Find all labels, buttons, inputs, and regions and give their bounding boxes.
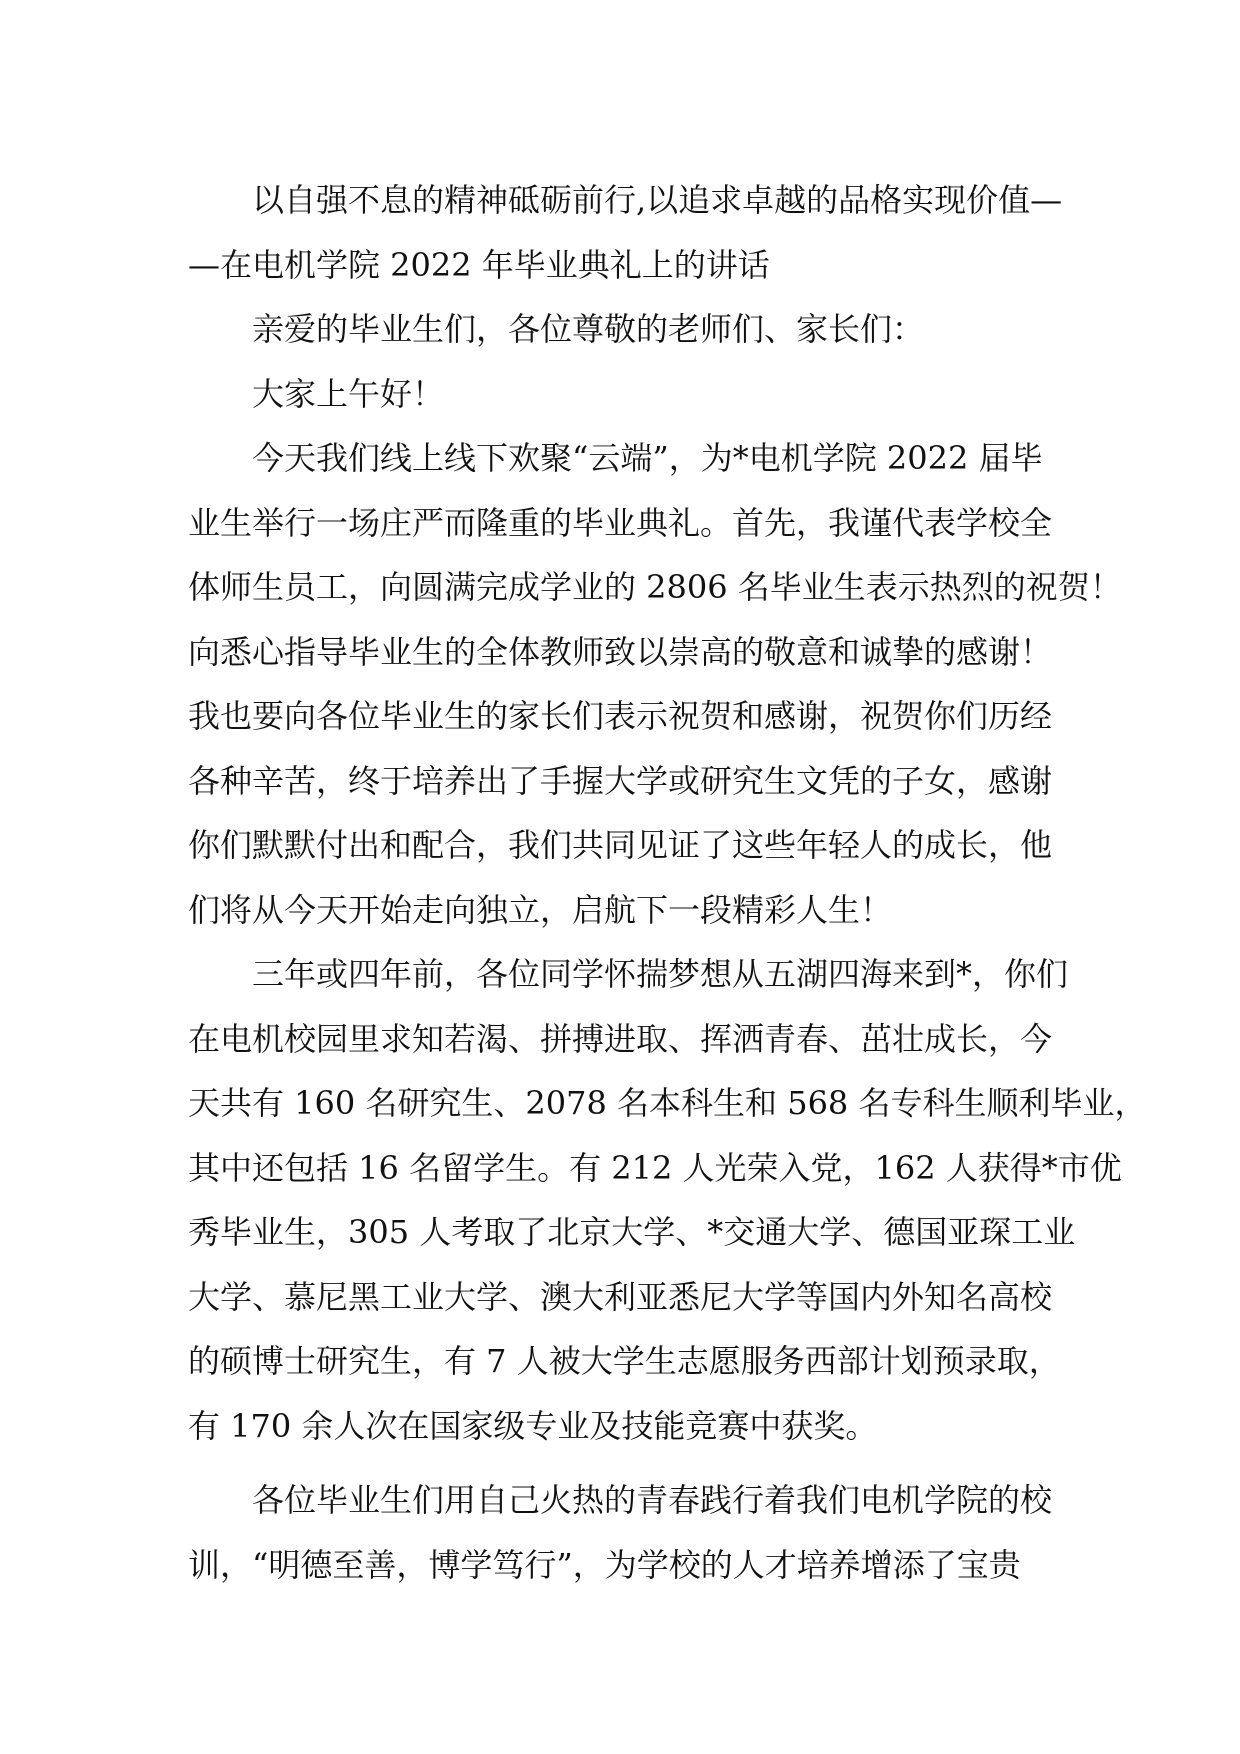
paragraph-line: 训，“明德至善，博学笃行”，为学校的人才培养增添了宝贵 [188,1545,1021,1584]
paragraph-spacer [188,1458,1088,1468]
paragraph-line: 各位毕业生们用自己火热的青春践行着我们电机学院的校 [252,1481,1053,1519]
greeting [188,362,1088,427]
salutation [188,297,1088,362]
title-line: —在电机学院 2022 年毕业典礼上的讲话 [188,245,770,284]
paragraph-2 [188,942,1147,1458]
paragraph-line: 天共有 160 名研究生、2078 名本科生和 568 名专科生顺利毕业， [188,1084,1147,1122]
paragraph-line: 在电机校园里求知若渴、拼搏进取、挥洒青春、茁壮成长，今 [188,1019,1053,1058]
paragraph-line: 其中还包括 16 名留学生。有 212 人光荣入党，162 人获得*市优 [188,1148,1122,1187]
document-body [188,168,1147,1597]
paragraph-line: 向悉心指导毕业生的全体教师致以崇高的敬意和诚挚的感谢！ [188,632,1053,671]
paragraph-line: 体师生员工，向圆满完成学业的 2806 名毕业生表示热烈的祝贺！ [188,568,1122,606]
paragraph-line: 各种辛苦，终于培养出了手握大学或研究生文凭的子女，感谢 [188,761,1053,800]
paragraph-1 [188,426,1122,942]
title-line: 以自强不息的精神砥砺前行,以追求卓越的品格实现价值— [252,181,1063,219]
paragraph-line: 秀毕业生，305 人考取了北京大学、*交通大学、德国亚琛工业 [188,1213,1076,1251]
paragraph-line: 今天我们线上线下欢聚“云端”，为*电机学院 2022 届毕 [252,439,1043,477]
greeting-line: 大家上午好！ [252,374,445,413]
paragraph-line: 业生举行一场庄严而隆重的毕业典礼。首先，我谨代表学校全 [188,503,1053,542]
paragraph-line: 我也要向各位毕业生的家长们表示祝贺和感谢，祝贺你们历经 [188,697,1053,735]
paragraph-line: 三年或四年前，各位同学怀揣梦想从五湖四海来到*，你们 [252,955,1069,993]
paragraph-line: 大学、慕尼黑工业大学、澳大利亚悉尼大学等国内外知名高校 [188,1277,1053,1316]
paragraph-line: 有 170 余人次在国家级专业及技能竞赛中获奖。 [188,1406,878,1445]
paragraph-line: 们将从今天开始走向独立，启航下一段精彩人生！ [188,890,893,929]
speech-title [188,168,1088,297]
paragraph-line: 的硕博士研究生，有 7 人被大学生志愿服务西部计划预录取， [188,1342,1061,1380]
salutation-line: 亲爱的毕业生们，各位尊敬的老师们、家长们： [252,310,925,348]
paragraph-line: 你们默默付出和配合，我们共同见证了这些年轻人的成长，他 [188,826,1053,864]
paragraph-3 [188,1468,1088,1597]
